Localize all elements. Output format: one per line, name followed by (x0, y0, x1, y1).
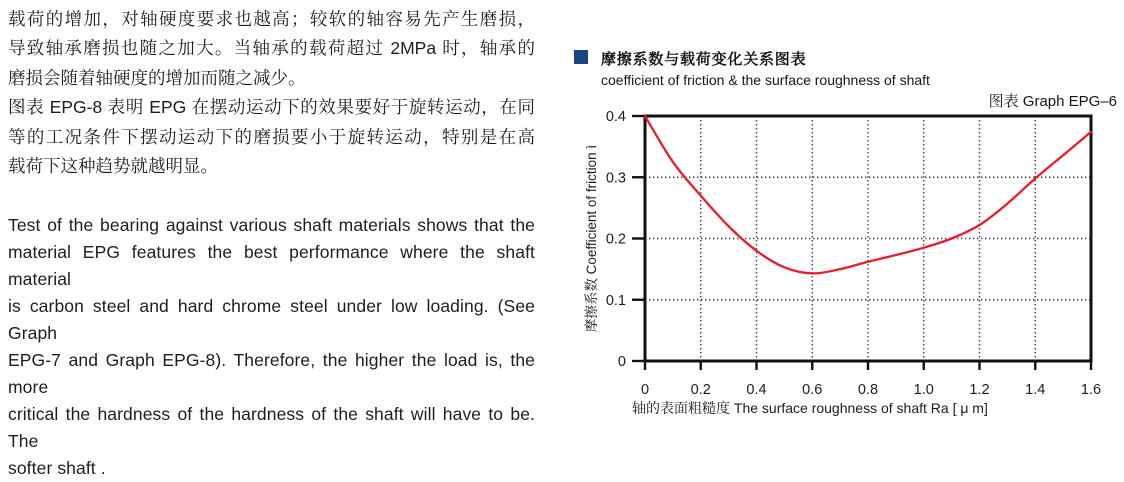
chart-header (574, 48, 930, 88)
text-line: Test of the bearing against various shaft materials shows that the (8, 215, 535, 236)
text-line: is carbon steel and hard chrome steel under low loading. (See Graph (8, 296, 535, 344)
y-tick-label: 0 (617, 354, 626, 370)
section-marker-square-icon (574, 50, 588, 64)
x-axis-title: 轴的表面粗糙度 The surface roughness of shaft Ra [ μ m] (632, 400, 988, 416)
y-tick-label: 0.4 (605, 109, 626, 125)
x-tick-label: 0.8 (857, 382, 879, 398)
chart-section (560, 0, 1124, 442)
text-line: 载荷的增加，对轴硬度要求也越高；较软的轴容易先产生磨损， (8, 9, 535, 29)
text-line: material EPG features the best performance where the shaft material (8, 242, 535, 290)
text-line: softer shaft . (8, 458, 106, 479)
x-tick-label: 0.6 (802, 382, 823, 398)
x-tick-label: 0 (640, 382, 650, 398)
y-tick-label: 0.2 (605, 231, 626, 248)
x-tick-label: 1.2 (969, 382, 990, 398)
text-line: 载荷下这种趋势就越明显。 (8, 156, 218, 177)
chart-title-en: coefficient of friction & the surface roughness of shaft (601, 72, 930, 88)
text-line: 导致轴承磨损也随之加大。当轴承的载荷超过 2MPa 时，轴承的 (8, 38, 535, 59)
text-line: 图表 EPG-8 表明 EPG 在摆动运动下的效果要好于旋转运动，在同 (8, 97, 535, 118)
text-line: 等的工况条件下摆动运动下的磨损要小于旋转运动，特别是在高 (8, 126, 535, 147)
x-tick-label: 0.2 (690, 382, 711, 398)
chinese-paragraphs (8, 5, 535, 181)
text-line: EPG-7 and Graph EPG-8). Therefore, the higher the load is, the more (8, 350, 535, 398)
x-tick-label: 1.4 (1025, 382, 1046, 398)
text-line: critical the hardness of the hardness of the shaft will have to be. The (8, 404, 535, 452)
text-line: 磨损会随着轴硬度的增加而随之减少。 (8, 67, 306, 88)
chart-title-zh: 摩擦系数与载荷变化关系图表 (601, 51, 807, 68)
y-axis-title: 摩擦系数 Coefficient of friction ì (584, 144, 599, 333)
english-paragraph (8, 212, 535, 482)
x-tick-label: 1.6 (1080, 382, 1102, 398)
body-text-column (8, 5, 535, 482)
x-tick-label: 0.4 (746, 382, 767, 398)
graph-number-label: 图表 Graph EPG–6 (988, 93, 1117, 110)
friction-curve (645, 116, 1091, 273)
y-tick-label: 0.3 (605, 170, 626, 187)
x-tick-label: 1.0 (913, 382, 934, 398)
chart-titles (601, 48, 930, 88)
y-tick-label: 0.1 (605, 292, 626, 309)
friction-roughness-chart (560, 85, 1124, 430)
